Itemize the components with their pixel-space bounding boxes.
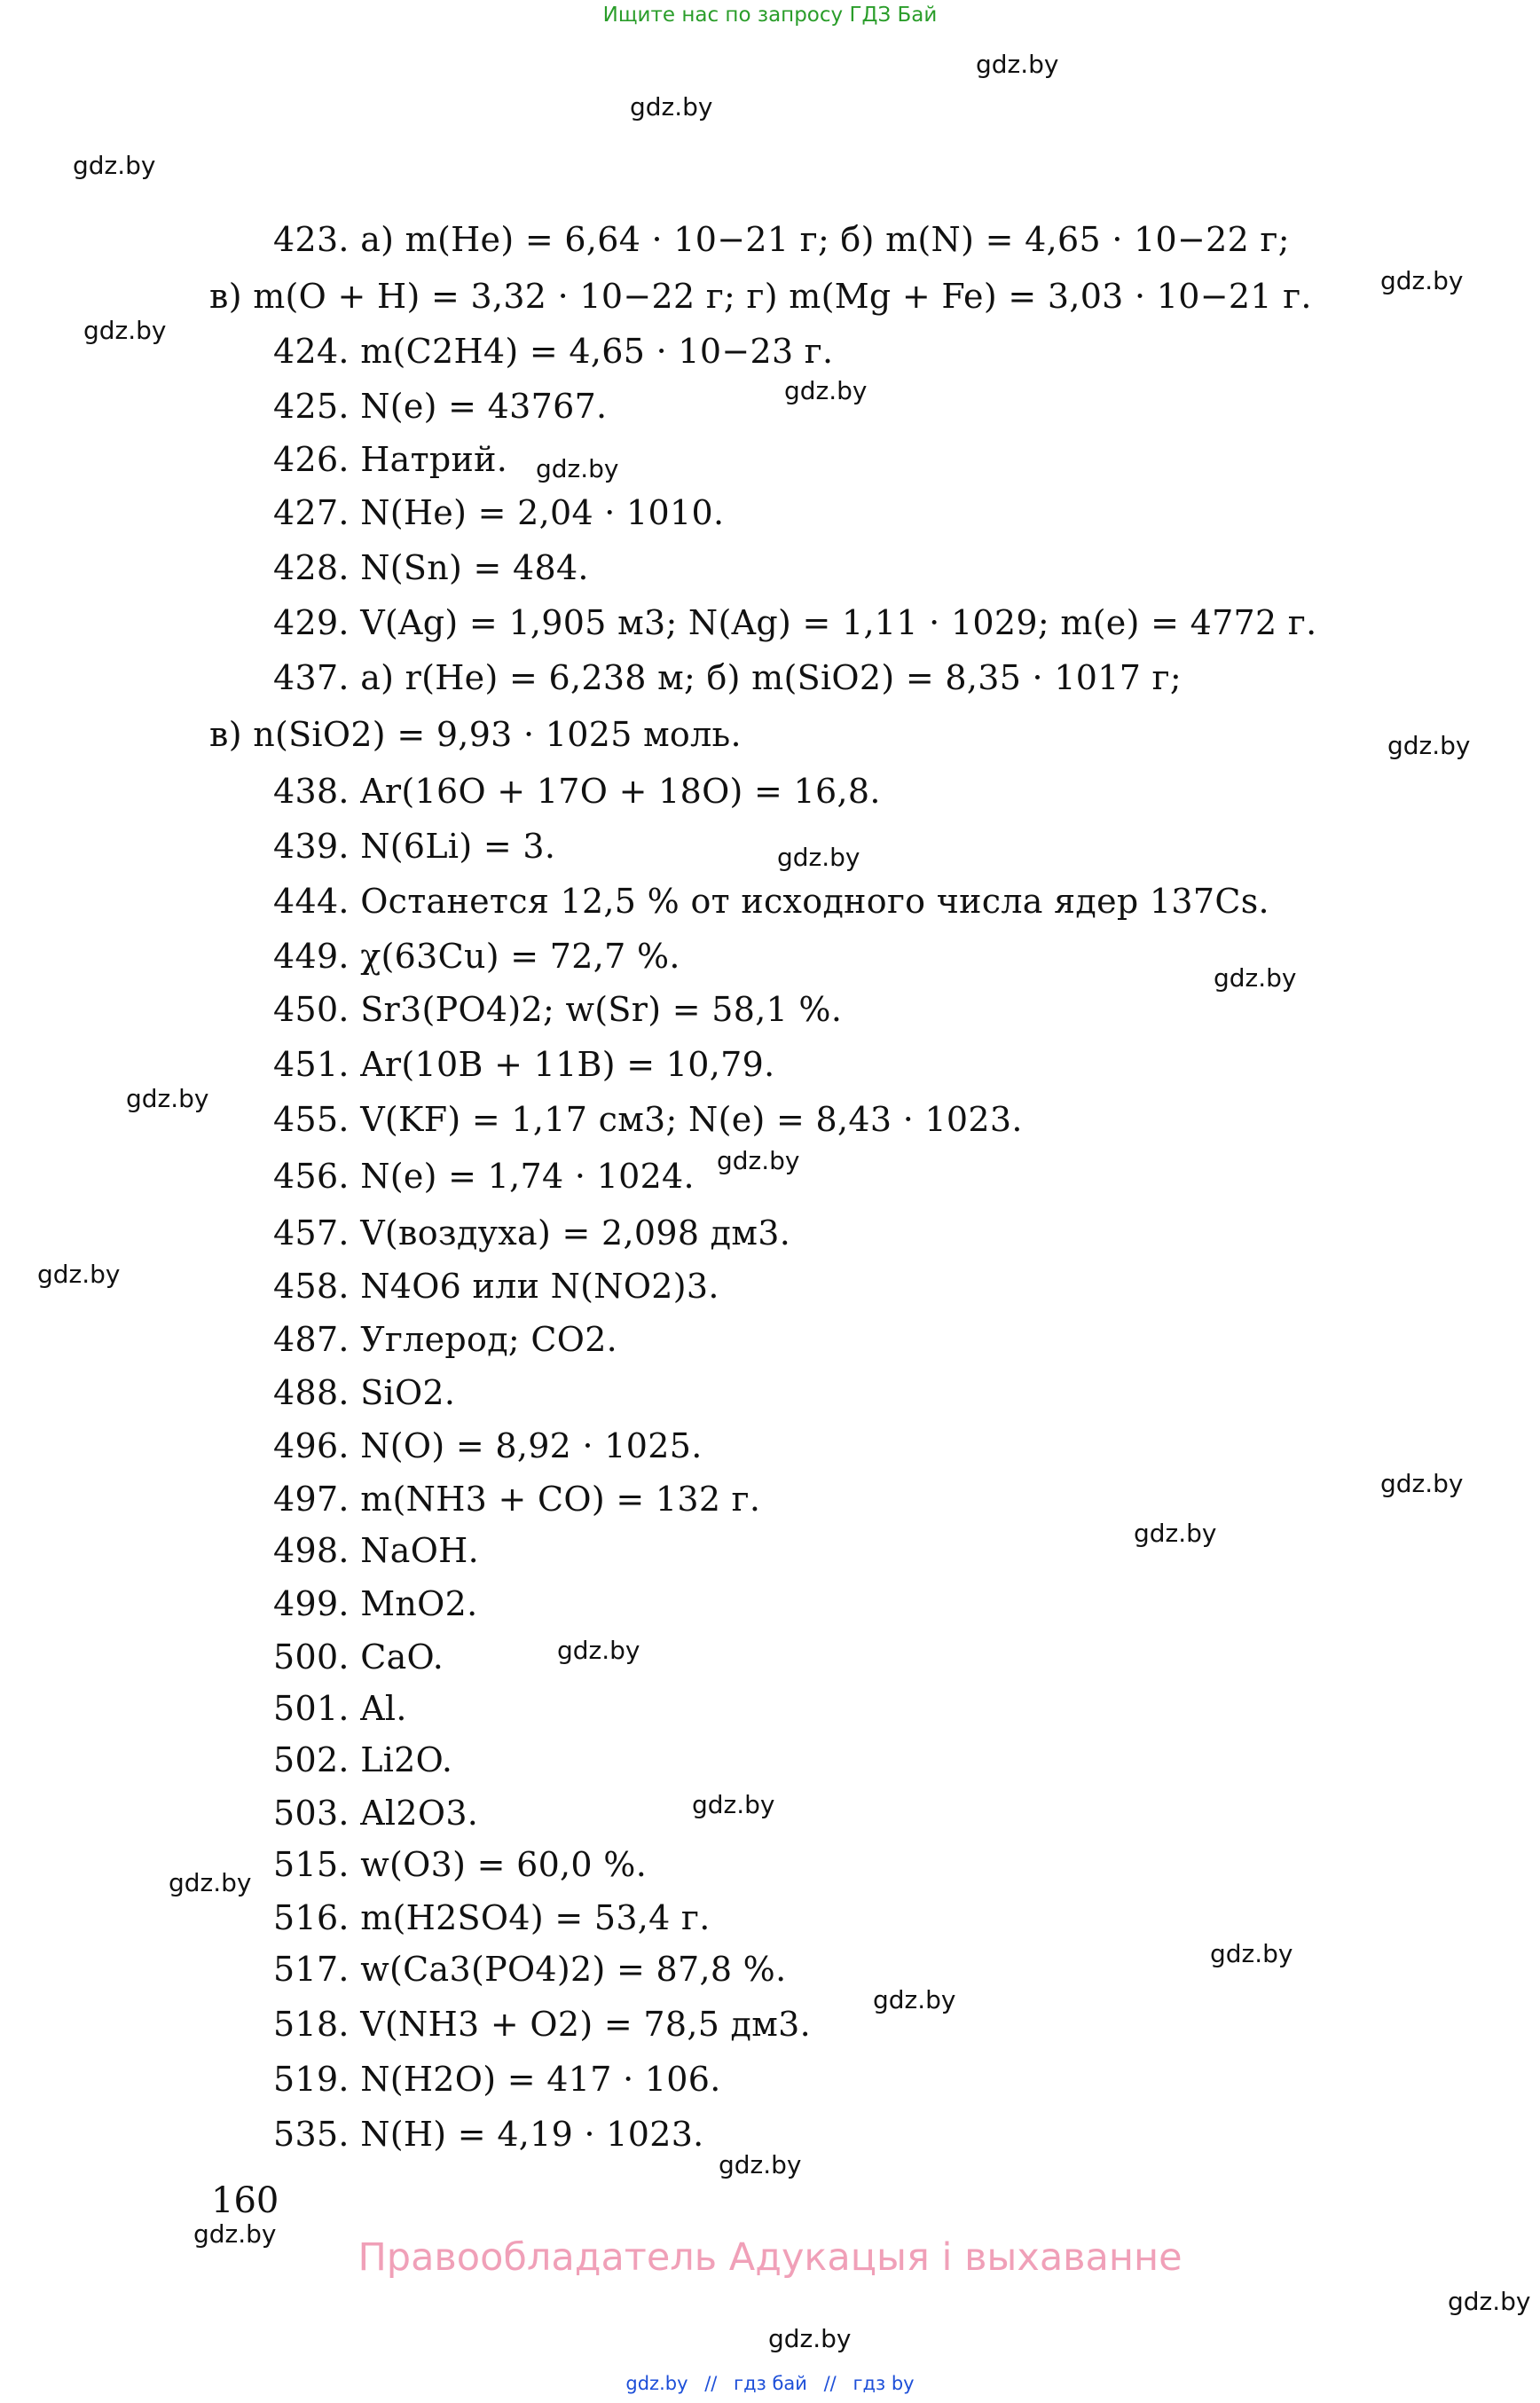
watermark: gdz.by	[1134, 1519, 1217, 1548]
answer-425: 425. N(e) = 43767.	[273, 387, 608, 426]
watermark: gdz.by	[193, 2219, 277, 2249]
answer-458: 458. N4O6 или N(NO2)3.	[273, 1267, 719, 1306]
watermark: gdz.by	[83, 316, 167, 345]
answer-516: 516. m(H2SO4) = 53,4 г.	[273, 1898, 711, 1937]
answer-488: 488. SiO2.	[273, 1373, 456, 1412]
watermark: gdz.by	[1448, 2287, 1531, 2316]
watermark: gdz.by	[536, 454, 619, 483]
footer-links	[0, 2373, 1540, 2394]
watermark: gdz.by	[557, 1636, 640, 1665]
watermark: gdz.by	[1380, 1469, 1464, 1498]
watermark: gdz.by	[1214, 963, 1297, 993]
watermark: gdz.by	[1387, 731, 1471, 760]
watermark: gdz.by	[692, 1790, 775, 1819]
watermark: gdz.by	[169, 1868, 252, 1897]
answer-439: 439. N(6Li) = 3.	[273, 827, 556, 866]
watermark: gdz.by	[719, 2150, 802, 2179]
answer-517: 517. w(Ca3(PO4)2) = 87,8 %.	[273, 1950, 787, 1989]
watermark: gdz.by	[873, 1985, 956, 2014]
watermark: gdz.by	[630, 92, 713, 122]
answer-429: 429. V(Ag) = 1,905 м3; N(Ag) = 1,11 · 1029; m(e) = 4772 г.	[273, 603, 1317, 642]
watermark: gdz.by	[768, 2324, 852, 2353]
answer-503: 503. Al2O3.	[273, 1794, 479, 1833]
footer-separator: //	[823, 2373, 837, 2394]
answer-450: 450. Sr3(PO4)2; w(Sr) = 58,1 %.	[273, 990, 843, 1029]
copyright-notice: Правообладатель Адукацыя і выхаванне	[358, 2235, 1182, 2280]
watermark: gdz.by	[126, 1084, 209, 1113]
answer-437: 437. а) r(He) = 6,238 м; б) m(SiO2) = 8,35 · 1017 г;	[273, 658, 1182, 697]
answer-519: 519. N(H2O) = 417 · 106.	[273, 2060, 721, 2099]
page-number: 160	[211, 2180, 279, 2221]
answer-501: 501. Al.	[273, 1689, 407, 1728]
watermark: gdz.by	[1210, 1939, 1293, 1968]
answer-428: 428. N(Sn) = 484.	[273, 548, 589, 587]
footer-separator: //	[704, 2373, 718, 2394]
footer-link-gdz-by[interactable]: gdz.by	[625, 2373, 688, 2394]
answer-451: 451. Ar(10B + 11B) = 10,79.	[273, 1045, 775, 1084]
answer-496: 496. N(O) = 8,92 · 1025.	[273, 1426, 703, 1465]
answer-427: 427. N(He) = 2,04 · 1010.	[273, 493, 725, 532]
watermark: gdz.by	[37, 1260, 121, 1289]
answer-449: 449. χ(63Cu) = 72,7 %.	[273, 937, 680, 976]
answer-502: 502. Li2O.	[273, 1740, 453, 1779]
watermark: gdz.by	[784, 376, 868, 405]
answer-498: 498. NaOH.	[273, 1531, 479, 1570]
watermark: gdz.by	[777, 843, 860, 872]
footer-link-gdz-by-cyr[interactable]: гдз by	[852, 2373, 915, 2394]
answer-500: 500. CaO.	[273, 1637, 444, 1677]
answer-499: 499. MnO2.	[273, 1584, 478, 1623]
answer-426: 426. Натрий.	[273, 440, 508, 479]
answer-437-cont: в) n(SiO2) = 9,93 · 1025 моль.	[209, 715, 742, 754]
watermark: gdz.by	[976, 50, 1059, 79]
answer-497: 497. m(NH3 + CO) = 132 г.	[273, 1480, 761, 1519]
answer-424: 424. m(C2H4) = 4,65 · 10−23 г.	[273, 332, 834, 371]
answer-457: 457. V(воздуха) = 2,098 дм3.	[273, 1213, 791, 1253]
watermark: gdz.by	[73, 151, 156, 180]
answer-518: 518. V(NH3 + O2) = 78,5 дм3.	[273, 2005, 811, 2044]
answer-535: 535. N(H) = 4,19 · 1023.	[273, 2115, 704, 2154]
answer-456: 456. N(e) = 1,74 · 1024.	[273, 1157, 695, 1196]
answer-444: 444. Останется 12,5 % от исходного числа ядер 137Cs.	[273, 882, 1269, 921]
answer-423-cont: в) m(O + H) = 3,32 · 10−22 г; г) m(Mg + Fe) = 3,03 · 10−21 г.	[209, 277, 1312, 316]
answer-438: 438. Ar(16O + 17O + 18O) = 16,8.	[273, 772, 881, 811]
footer-link-gdz-bai[interactable]: гдз бай	[734, 2373, 807, 2394]
watermark: gdz.by	[717, 1146, 800, 1175]
answer-423: 423. а) m(He) = 6,64 · 10−21 г; б) m(N) = 4,65 · 10−22 г;	[273, 220, 1290, 259]
search-banner[interactable]: Ищите нас по запросу ГДЗ Бай	[602, 4, 938, 27]
watermark: gdz.by	[1380, 266, 1464, 295]
answer-515: 515. w(O3) = 60,0 %.	[273, 1845, 648, 1884]
answer-487: 487. Углерод; CO2.	[273, 1320, 618, 1359]
answer-455: 455. V(KF) = 1,17 см3; N(e) = 8,43 · 1023.	[273, 1100, 1023, 1139]
